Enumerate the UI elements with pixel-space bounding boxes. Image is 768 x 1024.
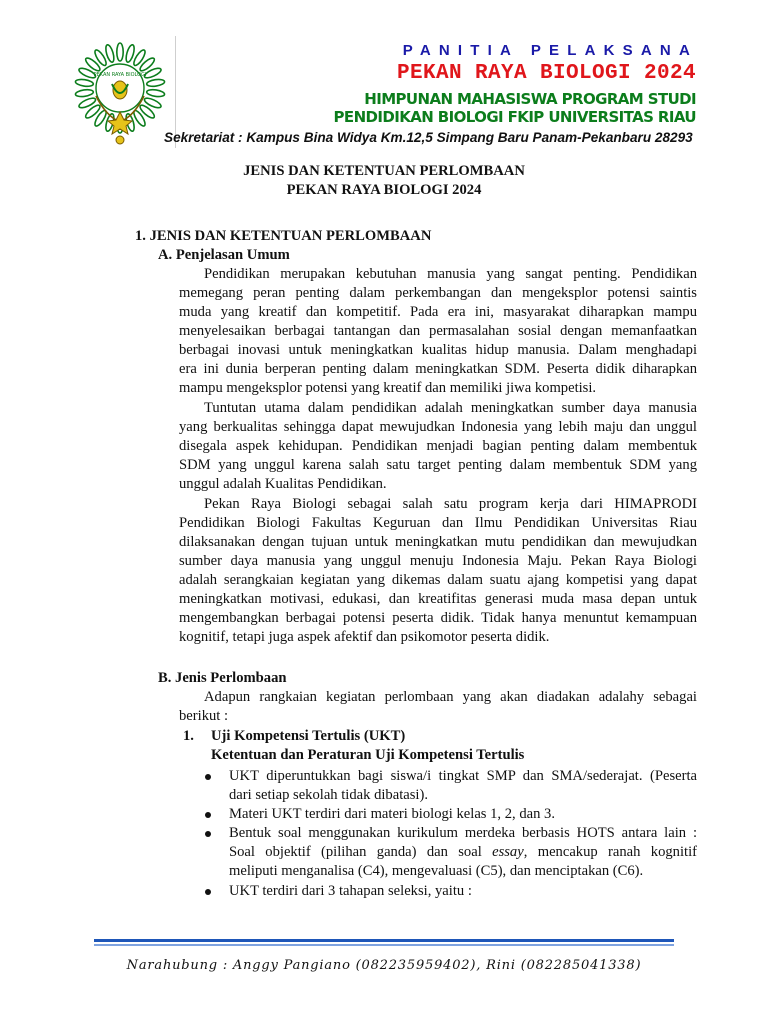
paragraph-1-line: muda yang kreatif dan kompetitif. Pada era ini, masyarakat diharapkan mampu [179, 304, 697, 320]
item-number: 1. [183, 728, 194, 744]
paragraph-b-line: Adapun rangkaian kegiatan perlombaan yang akan diadakan adalahy sebagai [204, 689, 697, 705]
bullet-line: dari setiap sekolah tidak dibatasi). [229, 787, 428, 803]
logo-leaf [117, 43, 123, 61]
logo-leaf [75, 78, 94, 87]
organization-logo [66, 36, 174, 148]
logo-leaf [84, 56, 102, 73]
logo-leaf [138, 103, 156, 120]
bullet-text: Soal objektif (pilihan ganda) dan soal [229, 844, 493, 860]
paragraph-2-line: yang berkualitas sehingga dapat mewujudkan Indonesia yang lebih maju dan unggul [179, 419, 697, 435]
paragraph-1-line: berbagai inovasi untuk meningkatkan kualitas hidup manusia. Dalam menghadapi [179, 342, 697, 358]
document-title: JENIS DAN KETENTUAN PERLOMBAAN [243, 163, 525, 179]
paragraph-3-line: sumber daya manusia yang unggul menuju Indonesia Maju. Pekan Raya Biologi [179, 553, 697, 569]
paragraph-1-line: Pendidikan merupakan kebutuhan manusia yang sangat penting. Pendidikan [204, 266, 697, 282]
paragraph-1-line: menyelesaikan berbagai tantangan dan permasalahan sosial dengan memanfaatkan [179, 323, 697, 339]
paragraph-2-line: SDM yang unggul karena salah satu target penting dalam membentuk SDM yang [179, 457, 697, 473]
paragraph-2-line: Tuntutan utama dalam pendidikan adalah meningkatkan sumber daya manusia [204, 400, 697, 416]
paragraph-3-line: adalah serangkaian kegiatan yang dikemas dalam suatu ajang kompetisi yang dapat [179, 572, 697, 588]
bullet-emphasis: essay [492, 844, 524, 860]
bullet-icon [205, 831, 211, 837]
footer-rule [94, 939, 674, 942]
bullet-line: Materi UKT terdiri dari materi biologi kelas 1, 2, dan 3. [229, 806, 555, 822]
org-heading: PANITIA PELAKSANA [402, 42, 698, 59]
section-heading: 1. JENIS DAN KETENTUAN PERLOMBAAN [135, 228, 432, 244]
paragraph-3-line: kognitif, tetapi juga aspek afektif dan psikomotor peserta didik. [179, 629, 550, 645]
bullet-text: , mencakup ranah kognitif [523, 844, 697, 860]
item-title: Uji Kompetensi Tertulis (UKT) [211, 728, 406, 744]
paragraph-1-line: era ini dunia berperan penting dalam meningkatkan SDM. Peserta didik diharapkan [179, 361, 697, 377]
paragraph-3-line: mengembangkan berbagai potensi peserta didik. Tidak hanya menuntut kemampuan [179, 610, 697, 626]
bullet-line: UKT terdiri dari 3 tahapan seleksi, yaitu : [229, 883, 472, 899]
footer-contacts: Narahubung : Anggy Pangiano (082235959402), Rini (082285041338) [126, 958, 642, 973]
bullet-line: Bentuk soal menggunakan kurikulum merdeka berbasis HOTS antara lain : [229, 825, 697, 841]
paragraph-b-line: berikut : [179, 708, 229, 724]
paragraph-1-line: memegang peran penting dalam perkembangan dan mengeksplor potensi saintis [179, 285, 697, 301]
logo-leaf [75, 89, 94, 98]
association-line-2: PENDIDIKAN BIOLOGI FKIP UNIVERSITAS RIAU [333, 108, 696, 126]
paragraph-3-line: dilaksanakan dengan tujuan untuk meningkatkan mutu pendidikan dan mewujudkan [179, 534, 697, 550]
bullet-icon [205, 812, 211, 818]
paragraph-3-line: Pendidikan Biologi Fakultas Keguruan dan Ilmu Pendidikan Universitas Riau [179, 515, 697, 531]
bullet-line-mixed [229, 843, 697, 862]
logo-leaf [84, 103, 102, 120]
bullet-line: meliputi menganalisa (C4), mengevaluasi (C5), dan menciptakan (C6). [229, 863, 644, 879]
paragraph-2-line: disegala aspek kehidupan. Pendidikan menjadi bagian penting dalam membentuk [179, 438, 697, 454]
bullet-line: UKT diperuntukkan bagi siswa/i tingkat SMP dan SMA/sederajat. (Peserta [229, 768, 697, 784]
bullet-icon [205, 774, 211, 780]
logo-leaf [146, 89, 165, 98]
association-line-1: HIMPUNAN MAHASISWA PROGRAM STUDI [364, 90, 696, 108]
svg-text:PEKAN RAYA BIOLOGI: PEKAN RAYA BIOLOGI [93, 72, 147, 78]
subsection-heading-b: B. Jenis Perlombaan [158, 670, 287, 686]
secretariat-address: Sekretariat : Kampus Bina Widya Km.12,5 Simpang Baru Panam-Pekanbaru 28293 [164, 130, 693, 145]
document-subtitle: PEKAN RAYA BIOLOGI 2024 [286, 182, 482, 198]
paragraph-1-line: mampu mengeksplor potensi yang kreatif dan memiliki jiwa kompetisi. [179, 380, 597, 396]
subsection-heading-a: A. Penjelasan Umum [158, 247, 290, 263]
paragraph-3-line: Pekan Raya Biologi sebagai salah satu program kerja dari HIMAPRODI [204, 496, 697, 512]
paragraph-2-line: unggul adalah Kualitas Pendidikan. [179, 476, 387, 492]
item-subtitle: Ketentuan dan Peraturan Uji Kompetensi Tertulis [211, 747, 525, 763]
logo-leaf [146, 78, 165, 87]
footer-rule [94, 944, 674, 946]
paragraph-3-line: meningkatkan motivasi, edukasi, dan kreatifitas generasi muda masa depan untuk [179, 591, 697, 607]
event-name: PEKAN RAYA BIOLOGI 2024 [396, 62, 696, 85]
logo-leaf [138, 56, 156, 73]
bullet-icon [205, 889, 211, 895]
